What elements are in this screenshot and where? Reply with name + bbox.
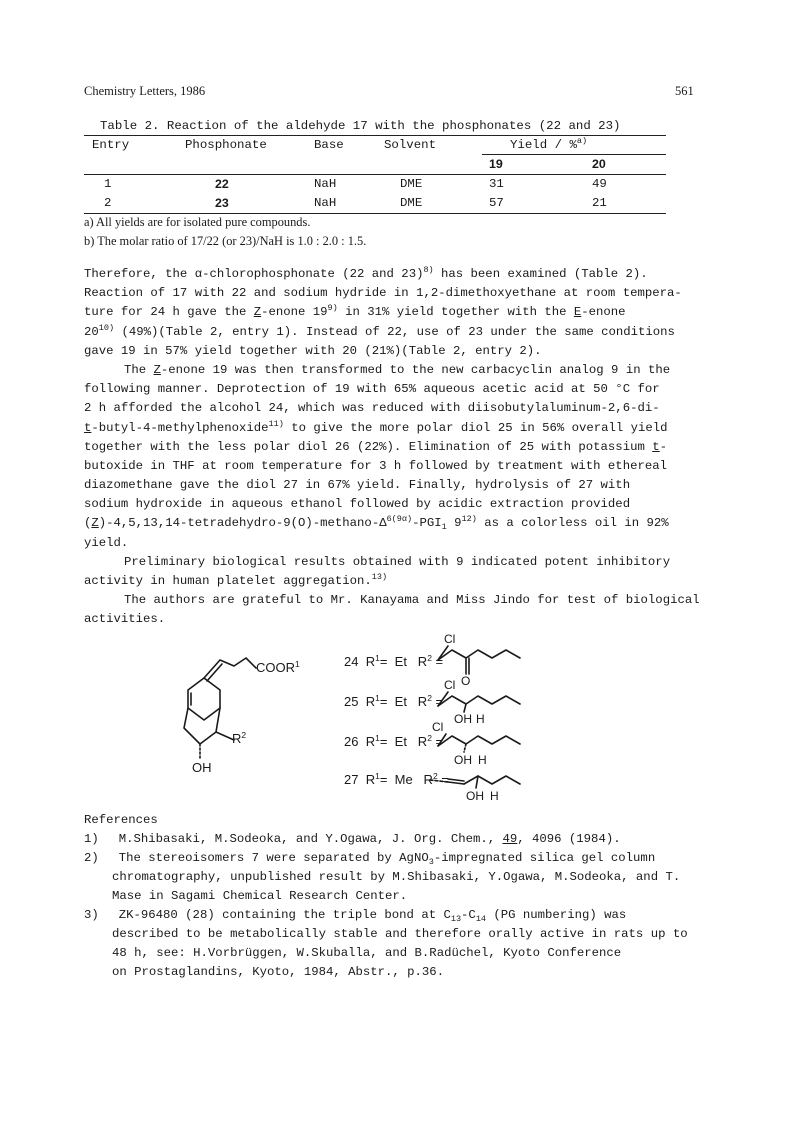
text-line: The Z-enone 19 was then transformed to the new carbacyclin analog 9 in the (124, 362, 671, 377)
col-header-yield (510, 138, 587, 152)
references-title: References (84, 813, 158, 827)
oh-label-26: OH (454, 753, 472, 767)
text-line: $(Z)-4,5,13,14-tetradehydro-9(O)-methano-\Delta^{6(9\alpha)}-PGI_1$ 9$^{12)}$ as a colorless oil in 92% (84, 514, 669, 533)
row-2-base: NaH (314, 196, 337, 210)
upper-ring (188, 678, 220, 720)
text-line: diazomethane gave the diol 27 in 67% yield. Finally, hydrolysis of 27 with (84, 478, 631, 493)
r2-chain-24 (438, 646, 520, 674)
table-rule-yield (482, 154, 666, 155)
col-header-19: 19 (489, 157, 503, 171)
text-line: activities. (84, 612, 166, 627)
text-line: yield. (84, 535, 129, 550)
cl-label-24: Cl (444, 632, 456, 646)
reference-3-cont: described to be metabolically stable and therefore orally active in rats up to (112, 927, 688, 941)
table-footnote-a: a) All yields are for isolated pure compounds. (84, 215, 311, 229)
text-line: Reaction of 17 with 22 and sodium hydride in 1,2-dimethoxyethane at room tempera- (84, 286, 682, 301)
text-line: The authors are grateful to Mr. Kanayama and Miss Jindo for test of biological (124, 593, 700, 608)
cl-label-25: Cl (444, 678, 456, 692)
text-line: activity in human platelet aggregation.$^{13)}$ (84, 572, 388, 588)
yield-footnote-marker: a) (576, 136, 588, 146)
reference-2: 2) The stereoisomers 7 were separated by AgNO$_3$-impregnated silica gel column (84, 851, 656, 867)
row-1-phosphonate: 22 (215, 177, 229, 191)
row-2-solvent: DME (400, 196, 423, 210)
page-number: 561 (675, 84, 694, 98)
text-line: sodium hydroxide in aqueous ethanol followed by acidic extraction provided (84, 497, 631, 512)
h-label-25: H (476, 712, 485, 726)
text-line: t-butyl-4-methylphenoxide$^{11)}$ to give the more polar diol 25 in 56% overall yield (84, 418, 668, 435)
row-1-yield-20: 49 (592, 177, 607, 191)
lower-ring (184, 708, 220, 744)
text-line: following manner. Deprotection of 19 with 65% aqueous acetic acid at 50 °C for (84, 382, 660, 397)
o-label-24: O (461, 674, 471, 688)
h-label-26: H (478, 753, 487, 767)
text-line: Preliminary biological results obtained with 9 indicated potent inhibitory (124, 554, 671, 569)
row-2-yield-20: 21 (592, 196, 607, 210)
oh-label-25: OH (454, 712, 472, 726)
compound-row-27: 27 $R^1= Me$ $R^2$ = (344, 771, 449, 787)
text-line: ture for 24 h gave the Z-enone 19$^{9)}$ in 31% yield together with the E-enone (84, 303, 626, 320)
text-line: butoxide in THF at room temperature for 3 h followed by treatment with ethereal (84, 458, 667, 473)
row-1-entry: 1 (104, 177, 112, 191)
text-line: gave 19 in 57% yield together with 20 (21%)(Table 2, entry 2). (84, 343, 542, 358)
col-header-20: 20 (592, 157, 606, 171)
row-1-yield-19: 31 (489, 177, 504, 191)
r2-chain-26 (438, 734, 520, 752)
row-2-phosphonate: 23 (215, 196, 229, 210)
reference-2-cont: Mase in Sagami Chemical Research Center. (112, 889, 408, 903)
col-header-entry: Entry (92, 138, 130, 152)
cl-label-26: Cl (432, 720, 444, 734)
oh-label-27: OH (466, 789, 484, 803)
reference-3: 3) ZK-96480 (28) containing the triple bond at $C_{13}-C_{14}$ (PG numbering) was (84, 908, 627, 924)
row-2-entry: 2 (104, 196, 112, 210)
coor1-label: COOR$^1$ (256, 659, 300, 675)
oh-label: OH (192, 760, 212, 775)
reference-3-cont: 48 h, see: H.Vorbrüggen, W.Skuballa, and B.Radüchel, Kyoto Conference (112, 946, 622, 960)
table-rule-bottom (84, 213, 666, 214)
reference-2-cont: chromatography, unpublished result by M.Shibasaki, Y.Ogawa, M.Sodeoka, and T. (112, 870, 681, 884)
text-line: 2 h afforded the alcohol 24, which was reduced with diisobutylaluminum-2,6-di- (84, 401, 660, 416)
col-header-phosphonate: Phosphonate (185, 138, 267, 152)
compound-row-25: 25 $R^1= Et$ $R^2$ = (344, 693, 444, 709)
reference-1: 1) M.Shibasaki, M.Sodeoka, and Y.Ogawa, J. Org. Chem., 49, 4096 (1984). (84, 832, 621, 846)
row-2-yield-19: 57 (489, 196, 504, 210)
compound-row-26: 26 $R^1= Et$ $R^2$ = (344, 733, 444, 749)
table-rule-header (84, 174, 666, 175)
reference-3-cont: on Prostaglandins, Kyoto, 1984, Abstr., p.36. (112, 965, 445, 979)
table-footnote-b: b) The molar ratio of 17/22 (or 23)/NaH is 1.0 : 2.0 : 1.5. (84, 234, 367, 248)
row-1-base: NaH (314, 177, 337, 191)
col-header-base: Base (314, 138, 344, 152)
body-text (84, 265, 724, 630)
compound-row-24: 24 $R^1= Et$ $R^2$ = (344, 653, 444, 669)
col-header-solvent: Solvent (384, 138, 437, 152)
text-line: together with the less polar diol 26 (22%). Elimination of 25 with potassium t- (84, 439, 667, 454)
text-line: 20$^{10)}$ (49%)(Table 2, entry 1). Instead of 22, use of 23 under the same conditions (84, 322, 675, 339)
row-1-solvent: DME (400, 177, 423, 191)
r2-chain-25 (438, 692, 520, 712)
r2-label: $R^2$ (232, 730, 247, 746)
references (84, 811, 724, 982)
yield-label: Yield / % (510, 138, 577, 152)
h-label-27: H (490, 789, 499, 803)
table-caption: Table 2. Reaction of the aldehyde 17 with the phosphonates (22 and 23) (100, 119, 621, 133)
running-header-journal: Chemistry Letters, 1986 (84, 84, 206, 98)
text-line: Therefore, the α-chlorophosphonate (22 and 23)$^{8)}$ has been examined (Table 2). (84, 265, 648, 281)
